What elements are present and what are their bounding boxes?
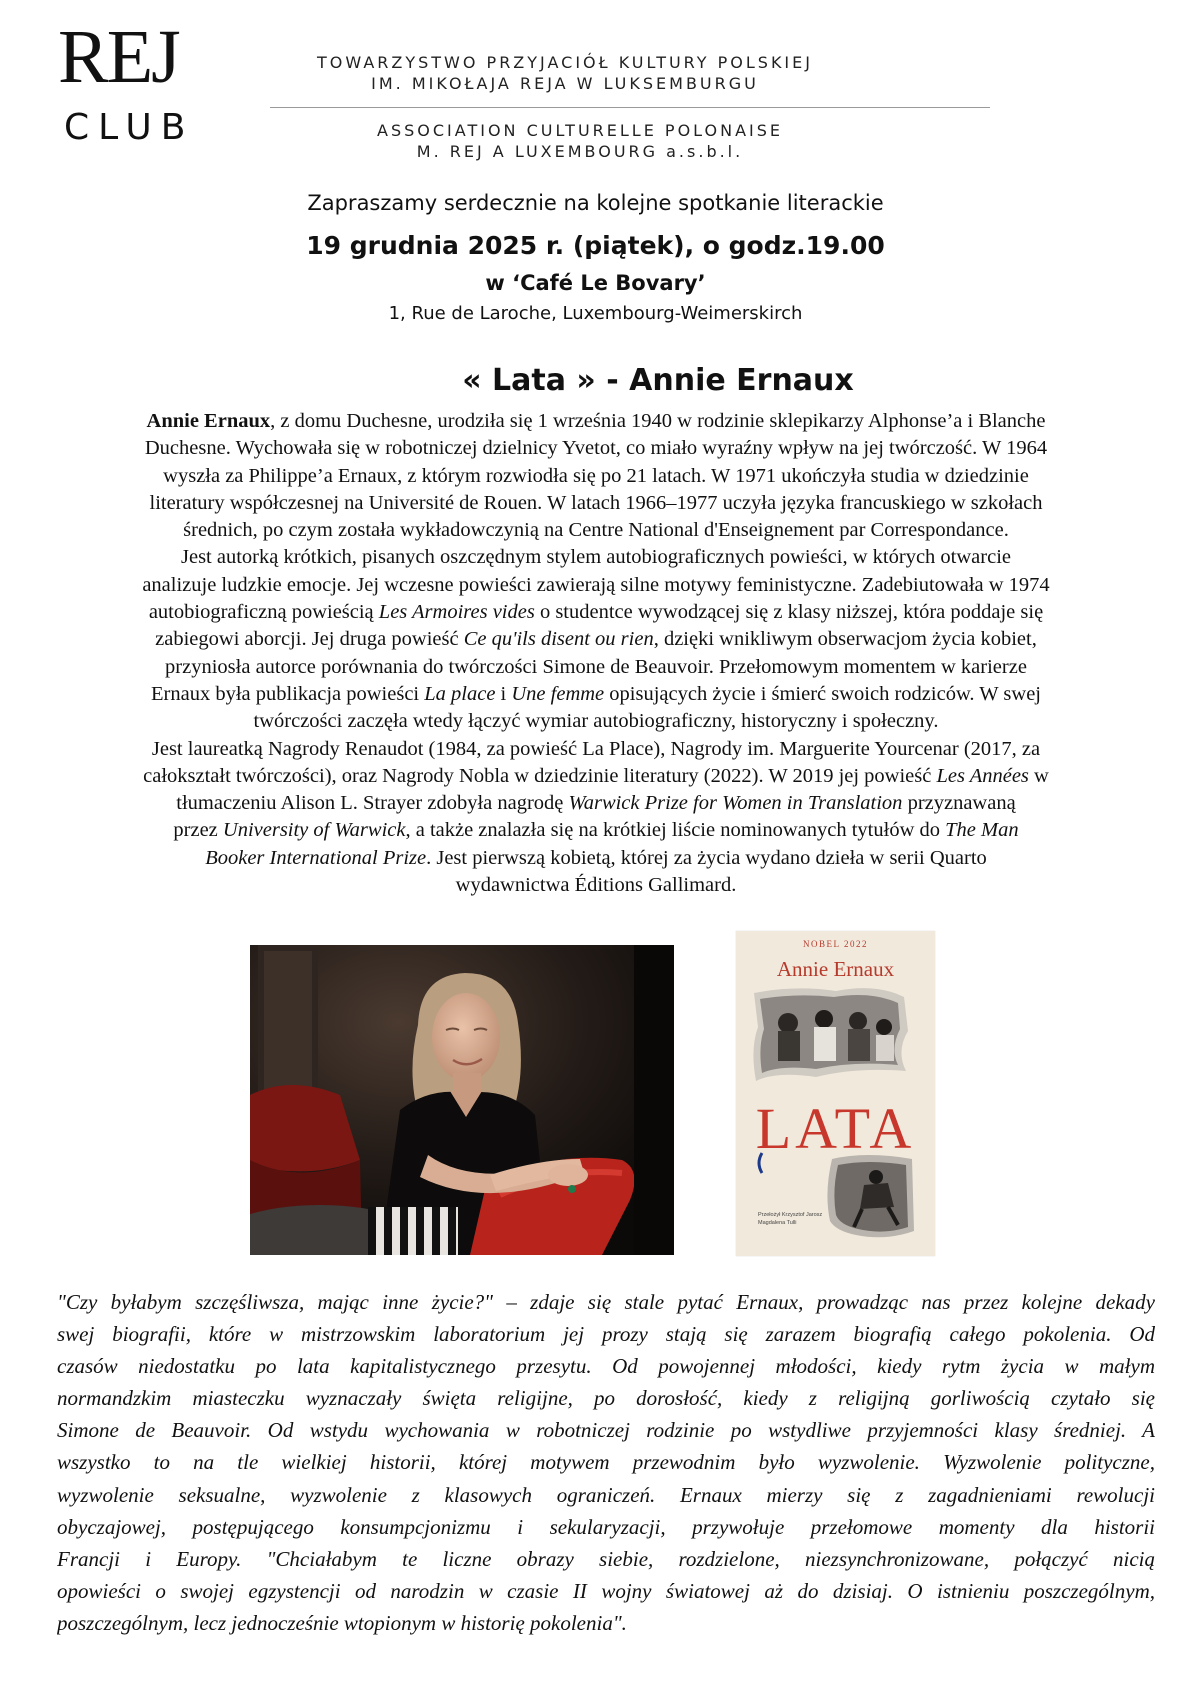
bio-line: Jest autorką krótkich, pisanych oszczędnym stylem autobiograficznych powieści, w których otwarcie — [181, 546, 1011, 569]
cover-nobel-label: NOBEL 2022 — [803, 939, 868, 949]
rej-club-logo — [58, 15, 195, 158]
bio-line: twórczości zaczęła wtedy łączyć wymiar autobiograficzny, historyczny i społeczny. — [253, 710, 939, 733]
org-pl-line1: TOWARZYSTWO PRZYJACIÓŁ KULTURY POLSKIEJ — [317, 53, 813, 72]
author-name: Annie Ernaux — [146, 410, 271, 432]
prize-name-italic: The Man — [945, 819, 1019, 842]
bio-text: autobiograficzną powieścią — [148, 601, 379, 624]
university-name-italic: University of Warwick — [222, 819, 406, 842]
quote-line: wszystko to na tle wielkiej historii, której motywem przewodnim było wyzwolenie. Wyzwolenie polityczne, — [57, 1450, 1155, 1475]
org-fr-line1: ASSOCIATION CULTURELLE POLONAISE — [377, 121, 783, 140]
event-venue: w ‘Café Le Bovary’ — [485, 271, 706, 295]
bio-line: przyniosła autorce porównania do twórczości Simone de Beauvoir. Przełomowym momentem w karierze — [165, 655, 1027, 678]
org-pl-line2: IM. MIKOŁAJA REJA W LUKSEMBURGU — [371, 74, 759, 93]
bio-text: opisujących życie i śmierć swoich rodziców. W swej — [604, 682, 1041, 705]
bio-line: wyszła za Philippe’a Ernaux, z którym rozwiodła się po 21 latach. W 1971 ukończyła studia w dziedzinie — [163, 464, 1029, 487]
book-title-italic: Ce qu'ils disent ou rien — [463, 628, 654, 651]
bio-line — [54, 845, 1138, 872]
bio-text: całokształt twórczości), oraz Nagrody Nobla w dziedzinie literatury (2022). W 2019 jej powieść — [143, 764, 937, 787]
bio-line — [54, 763, 1138, 790]
quote-line: Simone de Beauvoir. Od wstydu wychowania w robotniczej rodzinie po wstydliwe przyjemności klasy średniej. A — [57, 1418, 1155, 1443]
header-divider — [270, 107, 990, 108]
cover-author-name: Annie Ernaux — [776, 957, 895, 981]
organization-name-french — [300, 120, 860, 162]
bio-text: , a także znalazła się na krótkiej liście nominowanych tytułów do — [405, 819, 946, 842]
book-description-quote — [57, 1286, 1155, 1639]
bio-text: przyznawaną — [902, 792, 1016, 815]
bio-text: Ernaux była publikacja powieści — [151, 682, 425, 705]
bio-text: . Jest pierwszą kobietą, której za życia wydano dzieła w serii Quarto — [426, 846, 987, 869]
invitation-text: Zapraszamy serdecznie na kolejne spotkanie literackie — [307, 191, 884, 215]
bio-text: i — [495, 682, 512, 705]
book-title-italic: Les Armoires vides — [378, 601, 535, 624]
cover-translator-credit — [758, 1211, 848, 1227]
quote-line: obyczajowej, postępującego konsumpcjonizmu i sekularyzacji, przywołuje przełomowe momenty dla historii — [57, 1514, 1155, 1539]
bio-line — [54, 817, 1138, 844]
quote-line: normandzkim miasteczku wyznaczały święta religijne, po dorosłość, kiedy z religijną gorliwością czytało się — [57, 1386, 1155, 1411]
bio-text: o studentce wywodzącej się z klasy niższej, która poddaje się — [534, 601, 1044, 624]
bio-line: literatury współczesnej na Université de Rouen. W latach 1966–1977 uczyła języka francuskiego w szkołach — [149, 491, 1043, 514]
book-title-italic: Une femme — [511, 682, 605, 705]
bio-line: wydawnictwa Éditions Gallimard. — [455, 874, 737, 897]
bio-line — [54, 408, 1138, 435]
quote-line: swej biografii, które w mistrzowskim laboratorium jej prozy stają się zarazem biografią całego pokolenia. Od — [57, 1322, 1155, 1347]
event-address: 1, Rue de Laroche, Luxembourg-Weimerskirch — [388, 303, 803, 324]
bio-line — [54, 599, 1138, 626]
book-title-italic: Les Années — [936, 764, 1029, 787]
quote-line: "Czy byłabym szczęśliwsza, mając inne życie?" – zdaje się stale pytać Ernaux, prowadząc nas przez kolejne dekady — [57, 1290, 1155, 1314]
bio-line: analizuje ludzkie emocje. Jej wczesne powieści zawierają silne motywy feministyczne. Zadebiutowała w 1974 — [142, 573, 1050, 596]
bio-line — [54, 681, 1138, 708]
organization-name-polish — [285, 52, 845, 94]
cover-book-title: LATA — [755, 1096, 916, 1161]
logo-club-text: CLUB — [64, 107, 195, 148]
quote-line: poszczególnym, lecz jednocześnie wtopionym w historię pokolenia". — [57, 1610, 627, 1635]
cover-credit-line1: Przełożył Krzysztof Jarosz — [758, 1212, 823, 1218]
bio-text: przez — [173, 819, 223, 842]
bio-line — [54, 626, 1138, 653]
bio-text: zabiegowi aborcji. Jej druga powieść — [155, 628, 464, 651]
bio-line: Jest laureatką Nagrody Renaudot (1984, za powieść La Place), Nagrody im. Marguerite Yourcenar (2017, za — [151, 737, 1041, 760]
bio-text: , dzięki wnikliwym obserwacjom życia kobiet, — [653, 628, 1037, 651]
book-title-italic: La place — [424, 682, 496, 705]
logo-rej-text: REJ — [58, 15, 179, 99]
bio-text: w — [1028, 764, 1049, 787]
event-date: 19 grudnia 2025 r. (piątek), o godz.19.00 — [306, 231, 885, 260]
author-biography — [54, 408, 1138, 899]
quote-line: opowieści o swojej egzystencji od narodzin w czasie II wojny światowej aż do dzisiaj. O istnieniu poszczególnym, — [57, 1578, 1155, 1603]
bio-line — [54, 790, 1138, 817]
bio-text: , z domu Duchesne, urodziła się 1 września 1940 w rodzinie sklepikarzy Alphonse’a i Blanche — [270, 410, 1046, 432]
prize-name-italic: Booker International Prize — [205, 846, 427, 869]
org-fr-line2: M. REJ A LUXEMBOURG a.s.b.l. — [416, 142, 744, 161]
quote-line: czasów niedostatku po lata kapitalistycznego przesytu. Od powojennej młodości, kiedy rytm życia w małym — [57, 1354, 1155, 1379]
prize-name-italic: Warwick Prize for Women in Translation — [568, 792, 903, 815]
author-photo — [250, 945, 674, 1255]
book-cover — [736, 931, 935, 1256]
quote-line: Francji i Europy. "Chciałabym te liczne obrazy siebie, rozdzielone, niezsynchronizowane, połączyć nicią — [57, 1546, 1155, 1571]
book-title-heading: « Lata » - Annie Ernaux — [462, 363, 854, 398]
author-photo-illustration — [250, 945, 674, 1255]
bio-text: tłumaczeniu Alison L. Strayer zdobyła nagrodę — [176, 792, 569, 815]
bio-line: średnich, po czym została wykładowczynią na Centre National d'Enseignement par Correspondance. — [183, 519, 1009, 542]
bio-line: Duchesne. Wychowała się w robotniczej dzielnicy Yvetot, co miało wyraźny wpływ na jej twórczość. W 1964 — [144, 437, 1048, 460]
cover-credit-line2: Magdalena Tulli — [758, 1220, 797, 1226]
quote-line: wyzwolenie seksualne, wyzwolenie z klasowych ograniczeń. Ernaux mierzy się z zagadnieniami rewolucji — [57, 1482, 1155, 1507]
